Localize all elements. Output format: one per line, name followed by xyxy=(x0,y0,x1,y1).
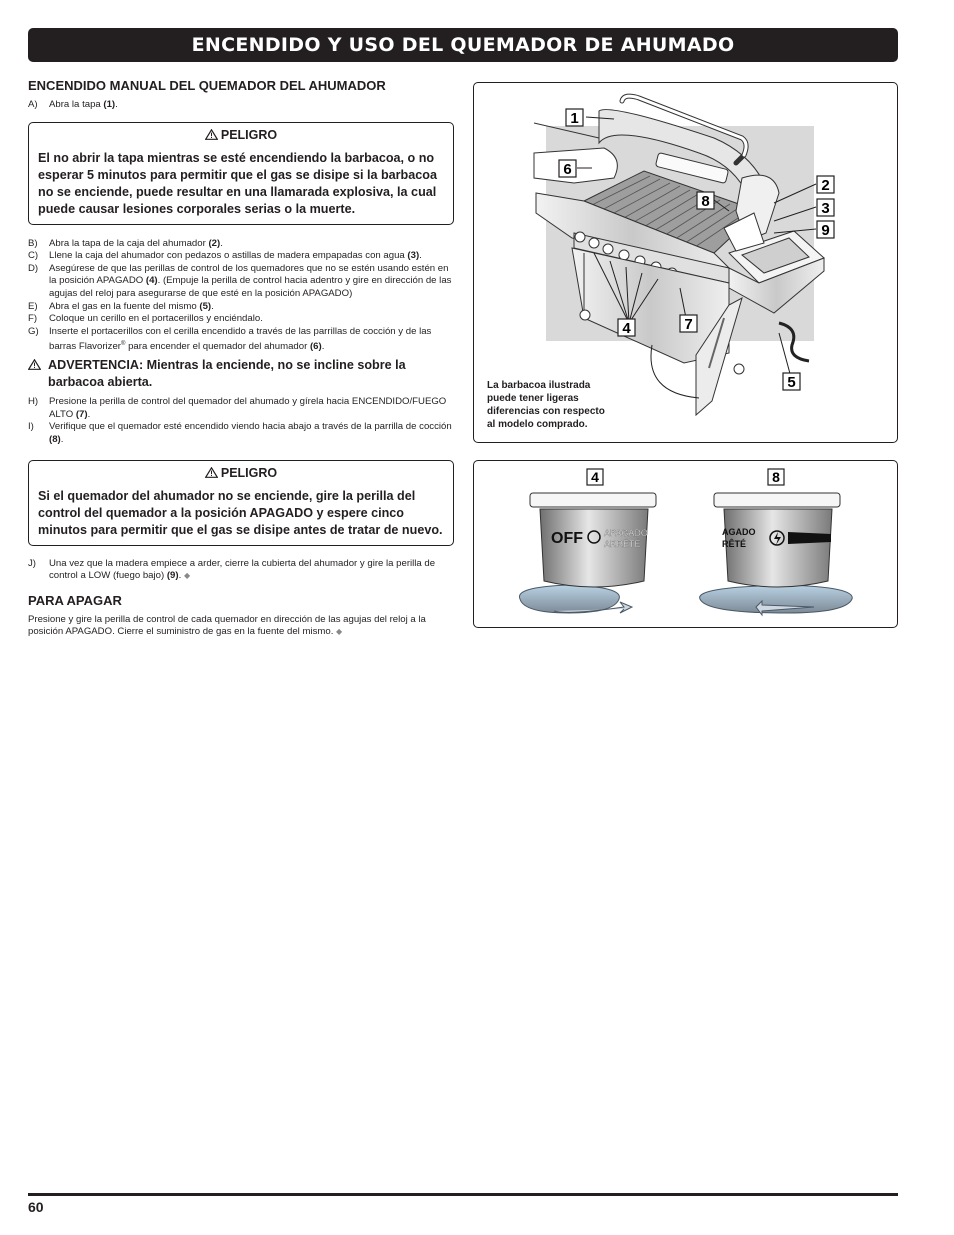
knob-figure xyxy=(473,460,898,628)
footer-rule xyxy=(28,1193,898,1196)
section-heading-off: PARA APAGAR xyxy=(28,592,122,608)
svg-text:AGADO: AGADO xyxy=(722,527,756,537)
danger-label: PELIGRO xyxy=(220,127,278,142)
step-f: F) Coloque un cerillo en el portacerillos y enciéndalo. xyxy=(28,313,263,325)
step-d: D) Asegúrese de que las perillas de control de los quemadores que no se estén usando estén en la posición APAGADO (4). (Empuje la perilla de control hacia adentro y gire en dirección de las agujas del reloj para asegurarse de que esté en la posición APAGADO) xyxy=(28,262,452,299)
svg-text:OFF: OFF xyxy=(551,530,583,547)
step-g: G) Inserte el portacerillos con el cerilla encendido a través de las parrillas de cocción y de las barras Flavorizer® para encender el quemador del ahumador (6). xyxy=(28,325,432,353)
step-j: J) Una vez que la madera empiece a arder, cierre la cubierta del ahumador y gire la perilla de control a LOW (fuego bajo) (9). ◆ xyxy=(28,557,436,582)
step-b: B) Abra la tapa de la caja del ahumador (2). xyxy=(28,237,223,249)
page-number: 60 xyxy=(28,1199,44,1215)
svg-text:7: 7 xyxy=(684,316,693,333)
knob-illustration xyxy=(474,461,897,627)
shutdown-text: Presione y gire la perilla de control de cada quemador en dirección de las agujas del reloj a la posición APAGADO. Cierre el suministro de gas en la fuente del mismo. ◆ xyxy=(28,613,426,638)
step-e: E) Abra el gas en la fuente del mismo (5). xyxy=(28,300,214,312)
danger-box-2 xyxy=(28,460,454,546)
warning-triangle-icon xyxy=(205,467,218,478)
svg-text:RÊTÉ: RÊTÉ xyxy=(722,539,747,549)
page-title-bar xyxy=(28,28,898,62)
page-title: ENCENDIDO Y USO DEL QUEMADOR DE AHUMADO xyxy=(191,34,735,56)
svg-text:8: 8 xyxy=(772,469,780,485)
step-a: A) Abra la tapa (1). xyxy=(28,99,118,110)
svg-text:ARRÊTÉ: ARRÊTÉ xyxy=(604,539,641,549)
svg-text:9: 9 xyxy=(821,222,830,239)
svg-text:5: 5 xyxy=(787,374,796,391)
svg-text:4: 4 xyxy=(622,320,631,337)
warning-note: ADVERTENCIA: Mientras la enciende, no se incline sobre la barbacoa abierta. xyxy=(28,357,454,390)
step-c: C) Llene la caja del ahumador con pedazos o astillas de madera empapadas con agua (3). xyxy=(28,250,422,262)
svg-text:2: 2 xyxy=(821,177,830,194)
danger-text: Si el quemador del ahumador no se enciende, gire la perilla del control del quemador a la posición APAGADO y espere cinco minutos para permitir que el gas se disipe antes de tratar de nuevo. xyxy=(38,488,443,537)
callout-left xyxy=(587,469,603,485)
danger-box-1 xyxy=(28,122,454,225)
danger-label: PELIGRO xyxy=(220,465,278,480)
svg-text:6: 6 xyxy=(563,161,572,178)
svg-text:4: 4 xyxy=(591,469,599,485)
svg-text:3: 3 xyxy=(821,200,830,217)
step-h: H) Presione la perilla de control del quemador del ahumado y gírela hacia ENCENDIDO/FUEGO ALTO (7). xyxy=(28,396,447,420)
svg-text:8: 8 xyxy=(701,193,710,210)
callout-right xyxy=(768,469,784,485)
warning-triangle-icon xyxy=(28,359,41,370)
svg-text:APAGADO: APAGADO xyxy=(604,528,648,538)
section-heading-lighting: ENCENDIDO MANUAL DEL QUEMADOR DEL AHUMADOR xyxy=(28,78,386,93)
step-i: I) Verifique que el quemador esté encendido viendo hacia abajo a través de la parrilla de cocción (8). xyxy=(28,421,452,445)
figure-caption: La barbacoa ilustrada puede tener ligeras diferencias con respecto al modelo comprado. xyxy=(487,380,605,430)
instructions-column xyxy=(28,78,454,639)
warning-triangle-icon xyxy=(205,129,218,140)
svg-text:1: 1 xyxy=(570,110,579,127)
danger-text: El no abrir la tapa mientras se esté encendiendo la barbacoa, o no esperar 5 minutos para permitir que el gas se disipe si la barbacoa no se enciende, puede resultar en una llamarada explosiva, la cual puede causar lesiones corporales serias o la muerte. xyxy=(38,150,437,216)
